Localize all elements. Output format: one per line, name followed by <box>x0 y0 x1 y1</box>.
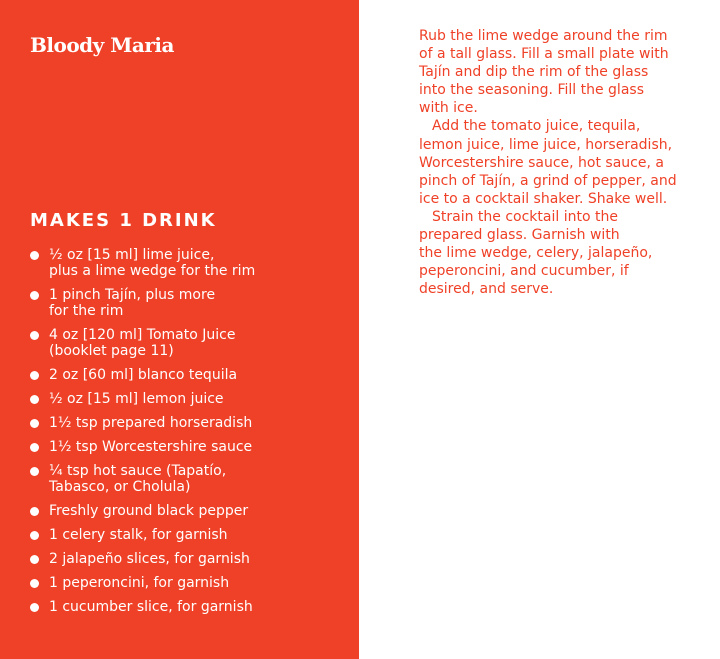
ingredient-item <box>30 463 350 495</box>
bullet-icon <box>30 603 39 612</box>
ingredient-item <box>30 551 350 567</box>
ingredient-text: (booklet page 11) <box>49 343 174 359</box>
ingredient-text: 1 peperoncini, for garnish <box>49 575 230 591</box>
bullet-icon <box>30 507 39 516</box>
ingredient-list <box>30 247 350 623</box>
ingredient-text: 1½ tsp Worcestershire sauce <box>49 439 253 455</box>
direction-line: peperoncini, and cucumber, if <box>419 263 629 280</box>
ingredient-item <box>30 367 350 383</box>
ingredient-item <box>30 439 350 455</box>
ingredient-text: Freshly ground black pepper <box>49 503 249 519</box>
ingredient-text: 1 cucumber slice, for garnish <box>49 599 253 615</box>
directions <box>419 27 709 298</box>
bullet-icon <box>30 555 39 564</box>
ingredient-text: 1 celery stalk, for garnish <box>49 527 228 543</box>
bullet-icon <box>30 467 39 476</box>
direction-line: pinch of Tajín, a grind of pepper, and <box>419 172 677 189</box>
ingredient-text: 2 jalapeño slices, for garnish <box>49 551 250 567</box>
direction-paragraph <box>419 208 709 298</box>
ingredient-text: 2 oz [60 ml] blanco tequila <box>49 367 238 383</box>
ingredients-panel <box>0 0 359 659</box>
yield-heading: MAKES 1 DRINK <box>30 210 217 231</box>
bullet-icon <box>30 331 39 340</box>
ingredient-text: plus a lime wedge for the rim <box>49 263 256 279</box>
direction-line: ice to a cocktail shaker. Shake well. <box>419 190 668 207</box>
direction-line: Tajín and dip the rim of the glass <box>419 64 649 81</box>
ingredient-text: 1½ tsp prepared horseradish <box>49 415 253 431</box>
ingredient-item <box>30 391 350 407</box>
direction-line: with ice. <box>419 100 478 117</box>
ingredient-text: ½ oz [15 ml] lime juice, <box>49 247 215 263</box>
ingredient-text: ¼ tsp hot sauce (Tapatío, <box>49 463 227 479</box>
ingredient-item <box>30 575 350 591</box>
ingredient-item <box>30 503 350 519</box>
direction-paragraph <box>419 117 709 207</box>
direction-line: prepared glass. Garnish with <box>419 227 620 244</box>
bullet-icon <box>30 531 39 540</box>
direction-line: Worcestershire sauce, hot sauce, a <box>419 154 664 171</box>
direction-line: Add the tomato juice, tequila, <box>432 118 641 135</box>
direction-line: desired, and serve. <box>419 281 554 298</box>
ingredient-text: 1 pinch Tajín, plus more <box>49 287 216 303</box>
ingredient-item <box>30 599 350 615</box>
ingredient-text: ½ oz [15 ml] lemon juice <box>49 391 224 407</box>
direction-line: Strain the cocktail into the <box>432 208 618 225</box>
ingredient-item <box>30 327 350 359</box>
direction-paragraph <box>419 27 709 117</box>
direction-line: into the seasoning. Fill the glass <box>419 82 644 99</box>
bullet-icon <box>30 291 39 300</box>
direction-line: lemon juice, lime juice, horseradish, <box>419 136 673 153</box>
bullet-icon <box>30 395 39 404</box>
ingredient-item <box>30 247 350 279</box>
bullet-icon <box>30 579 39 588</box>
bullet-icon <box>30 371 39 380</box>
ingredient-text: 4 oz [120 ml] Tomato Juice <box>49 327 236 343</box>
ingredient-text: for the rim <box>49 303 124 319</box>
recipe-title: Bloody Maria <box>30 33 174 57</box>
direction-line: of a tall glass. Fill a small plate with <box>419 46 669 63</box>
bullet-icon <box>30 419 39 428</box>
direction-line: Rub the lime wedge around the rim <box>419 28 668 44</box>
ingredient-text: Tabasco, or Cholula) <box>49 479 191 495</box>
bullet-icon <box>30 443 39 452</box>
ingredient-item <box>30 527 350 543</box>
bullet-icon <box>30 251 39 260</box>
direction-line: the lime wedge, celery, jalapeño, <box>419 245 653 262</box>
ingredient-item <box>30 415 350 431</box>
ingredient-item <box>30 287 350 319</box>
